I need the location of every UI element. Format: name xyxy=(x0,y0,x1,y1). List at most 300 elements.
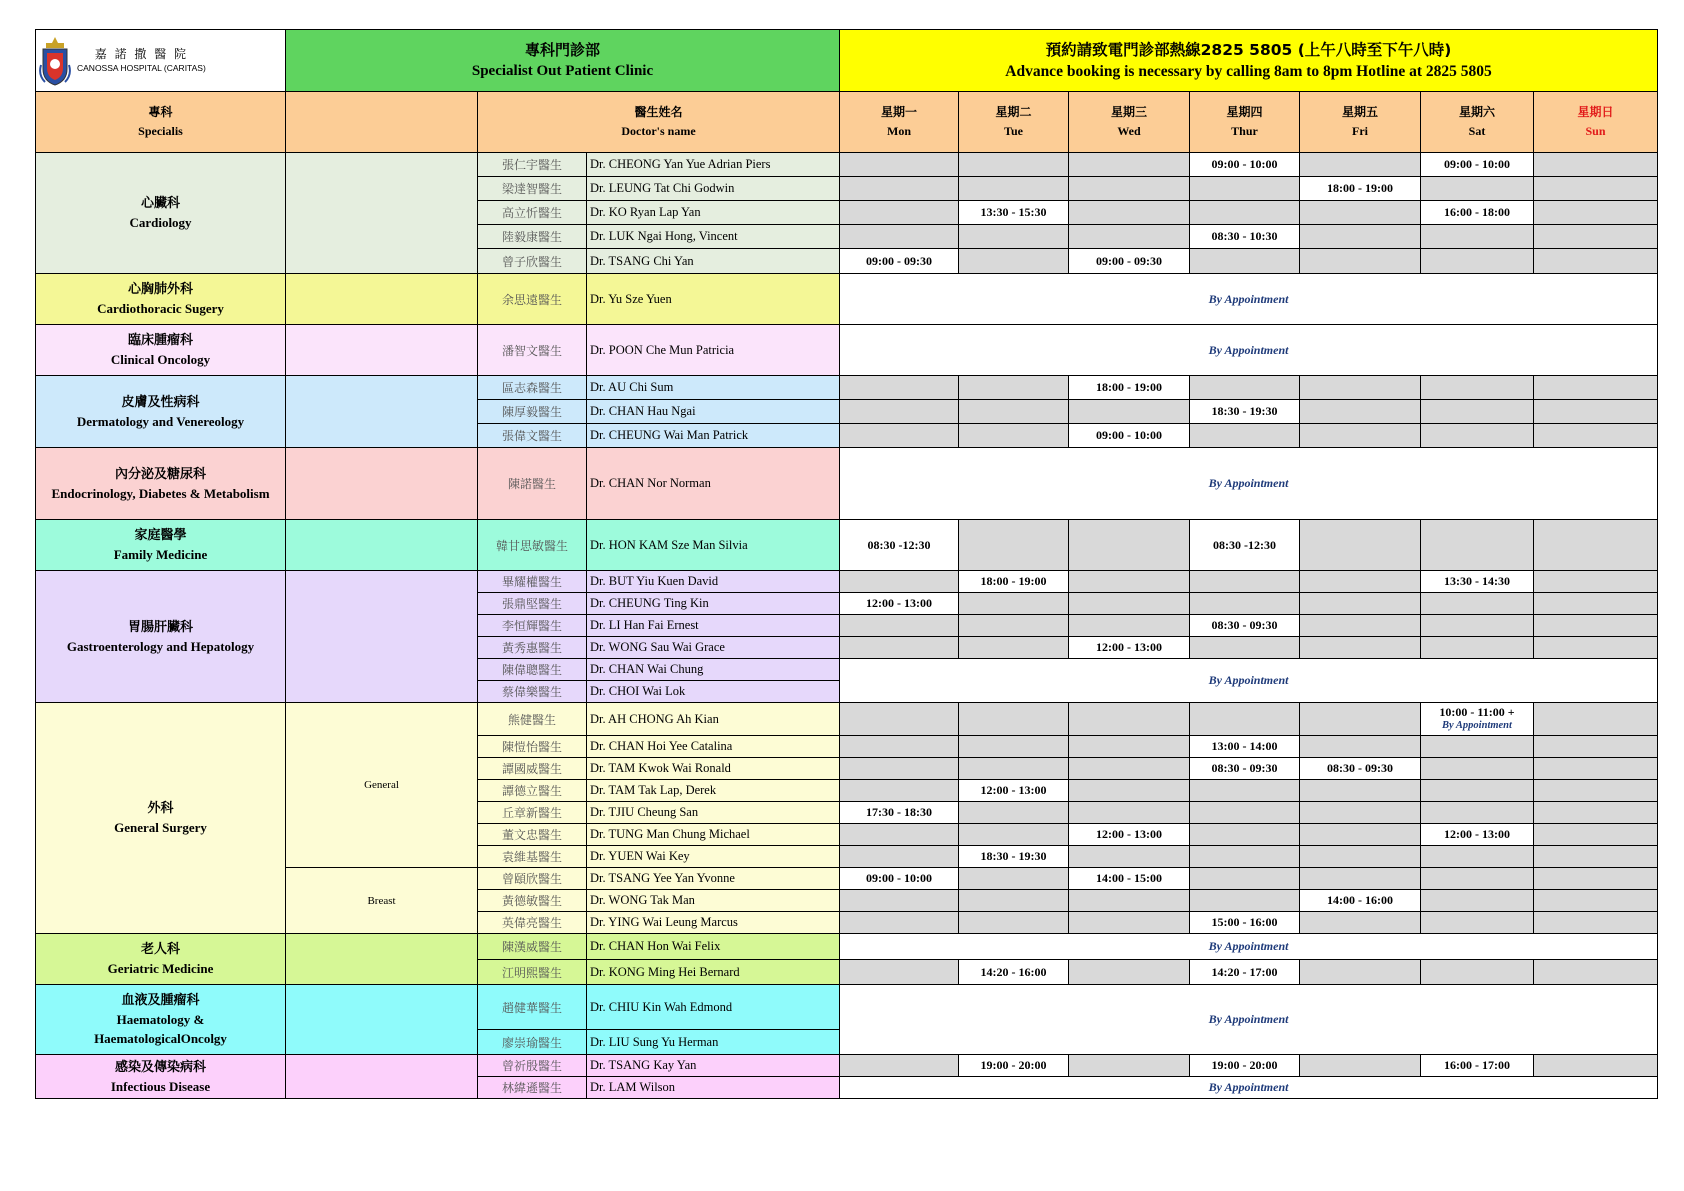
specialty-infectious-disease: 感染及傳染病科 Infectious Disease xyxy=(36,1055,286,1099)
slot-thu: 13:00 - 14:00 xyxy=(1190,736,1300,758)
slot-sun xyxy=(1534,780,1658,802)
slot-mon: 17:30 - 18:30 xyxy=(840,802,959,824)
slot-tue: 12:00 - 13:00 xyxy=(959,780,1069,802)
slot-sun xyxy=(1534,912,1658,934)
slot-wed xyxy=(1069,960,1190,985)
slot-fri xyxy=(1300,400,1421,424)
doctor-name-zh: 張鼎堅醫生 xyxy=(478,593,587,615)
doctor-name-zh: 譚德立醫生 xyxy=(478,780,587,802)
doctor-name-zh: 英偉亮醫生 xyxy=(478,912,587,934)
slot-mon xyxy=(840,376,959,400)
slot-mon xyxy=(840,637,959,659)
sub-specialty-general: General xyxy=(286,703,478,868)
doctor-name-zh: 袁維基醫生 xyxy=(478,846,587,868)
doctor-name-zh: 陳厚毅醫生 xyxy=(478,400,587,424)
slot-mon: 12:00 - 13:00 xyxy=(840,593,959,615)
doctor-name-zh: 張偉文醫生 xyxy=(478,424,587,448)
booking-text-zh: 預約請致電門診部熱線2825 5805 (上午八時至下午八時) xyxy=(1045,40,1452,59)
slot-sat xyxy=(1421,703,1534,736)
slot-sun xyxy=(1534,520,1658,571)
slot-fri xyxy=(1300,960,1421,985)
slot-thu xyxy=(1190,249,1300,274)
slot-wed xyxy=(1069,802,1190,824)
slot-sat xyxy=(1421,637,1534,659)
slot-sat xyxy=(1421,615,1534,637)
slot-tue xyxy=(959,593,1069,615)
slot-sat xyxy=(1421,736,1534,758)
logo-chinese-name: 嘉 諾 撒 醫 院 xyxy=(94,46,189,61)
doctor-row xyxy=(36,934,1658,960)
doctor-name-en: Dr. KONG Ming Hei Bernard xyxy=(587,960,840,985)
doctor-name-en: Dr. CHIU Kin Wah Edmond xyxy=(587,985,840,1030)
slot-sat xyxy=(1421,890,1534,912)
slot-wed: 12:00 - 13:00 xyxy=(1069,637,1190,659)
doctor-name-en: Dr. CHAN Hau Ngai xyxy=(587,400,840,424)
slot-sat xyxy=(1421,960,1534,985)
by-appointment-note: By Appointment xyxy=(840,659,1658,703)
slot-thu: 15:00 - 16:00 xyxy=(1190,912,1300,934)
slot-fri: 18:00 - 19:00 xyxy=(1300,177,1421,201)
slot-sun xyxy=(1534,637,1658,659)
doctor-name-header: 醫生姓名 Doctor's name xyxy=(478,92,840,153)
slot-mon xyxy=(840,824,959,846)
doctor-name-en: Dr. CHAN Hoi Yee Catalina xyxy=(587,736,840,758)
slot-sat xyxy=(1421,758,1534,780)
doctor-name-en: Dr. CHAN Wai Chung xyxy=(587,659,840,681)
doctor-name-en: Dr. LIU Sung Yu Herman xyxy=(587,1030,840,1055)
doctor-name-en: Dr. LUK Ngai Hong, Vincent xyxy=(587,225,840,249)
sub-specialty-cell xyxy=(286,153,478,274)
slot-sun xyxy=(1534,802,1658,824)
slot-sun xyxy=(1534,424,1658,448)
doctor-name-zh: 陳漢威醫生 xyxy=(478,934,587,960)
slot-fri xyxy=(1300,615,1421,637)
doctor-row xyxy=(36,1055,1658,1077)
slot-thu xyxy=(1190,846,1300,868)
specialty-header: 專科 Specialis xyxy=(36,92,286,153)
doctor-row xyxy=(36,520,1658,571)
doctor-name-zh: 趙健華醫生 xyxy=(478,985,587,1030)
doctor-name-en: Dr. CHEONG Yan Yue Adrian Piers xyxy=(587,153,840,177)
slot-wed xyxy=(1069,890,1190,912)
slot-sun xyxy=(1534,824,1658,846)
doctor-name-zh: 李恒輝醫生 xyxy=(478,615,587,637)
slot-sat-appointment: By Appointment xyxy=(1442,720,1512,731)
slot-wed: 14:00 - 15:00 xyxy=(1069,868,1190,890)
doctor-name-en: Dr. AH CHONG Ah Kian xyxy=(587,703,840,736)
doctor-name-en: Dr. POON Che Mun Patricia xyxy=(587,325,840,376)
slot-thu: 08:30 - 09:30 xyxy=(1190,615,1300,637)
slot-fri xyxy=(1300,736,1421,758)
slot-thu xyxy=(1190,571,1300,593)
doctor-name-en: Dr. TJIU Cheung San xyxy=(587,802,840,824)
title-row xyxy=(36,30,1658,92)
slot-thu xyxy=(1190,593,1300,615)
doctor-name-zh: 潘智文醫生 xyxy=(478,325,587,376)
slot-mon xyxy=(840,1055,959,1077)
hospital-logo xyxy=(36,30,286,92)
doctor-name-en: Dr. TUNG Man Chung Michael xyxy=(587,824,840,846)
slot-wed xyxy=(1069,1055,1190,1077)
slot-thu xyxy=(1190,824,1300,846)
slot-mon xyxy=(840,846,959,868)
doctor-row xyxy=(36,274,1658,325)
slot-fri xyxy=(1300,824,1421,846)
slot-fri xyxy=(1300,780,1421,802)
doctor-name-zh: 黃秀惠醫生 xyxy=(478,637,587,659)
sub-specialty-cell xyxy=(286,934,478,985)
slot-thu xyxy=(1190,424,1300,448)
day-header-wed: 星期三 Wed xyxy=(1069,92,1190,153)
slot-thu xyxy=(1190,177,1300,201)
doctor-name-zh: 黃德敏醫生 xyxy=(478,890,587,912)
specialty-haematology: 血液及腫瘤科 Haematology & HaematologicalOncolgy xyxy=(36,985,286,1055)
slot-fri xyxy=(1300,571,1421,593)
sub-specialty-breast: Breast xyxy=(286,868,478,934)
day-header-fri: 星期五 Fri xyxy=(1300,92,1421,153)
slot-wed xyxy=(1069,615,1190,637)
slot-wed xyxy=(1069,846,1190,868)
slot-mon xyxy=(840,736,959,758)
slot-thu xyxy=(1190,802,1300,824)
doctor-name-zh: 陳偉聰醫生 xyxy=(478,659,587,681)
specialty-clinical-oncology: 臨床腫瘤科 Clinical Oncology xyxy=(36,325,286,376)
slot-fri: 14:00 - 16:00 xyxy=(1300,890,1421,912)
slot-mon xyxy=(840,703,959,736)
slot-tue: 13:30 - 15:30 xyxy=(959,201,1069,225)
slot-wed xyxy=(1069,780,1190,802)
doctor-name-zh: 譚國威醫生 xyxy=(478,758,587,780)
slot-thu: 09:00 - 10:00 xyxy=(1190,153,1300,177)
slot-tue xyxy=(959,520,1069,571)
doctor-name-en: Dr. CHOI Wai Lok xyxy=(587,681,840,703)
slot-sat: 16:00 - 18:00 xyxy=(1421,201,1534,225)
doctor-name-en: Dr. BUT Yiu Kuen David xyxy=(587,571,840,593)
booking-text-en: Advance booking is necessary by calling 8am to 8pm Hotline at 2825 5805 xyxy=(1005,62,1492,80)
doctor-name-en: Dr. WONG Sau Wai Grace xyxy=(587,637,840,659)
slot-tue: 18:00 - 19:00 xyxy=(959,571,1069,593)
doctor-name-en: Dr. CHEUNG Ting Kin xyxy=(587,593,840,615)
clinic-title-en: Specialist Out Patient Clinic xyxy=(471,62,654,79)
doctor-row xyxy=(36,153,1658,177)
slot-sat: 09:00 - 10:00 xyxy=(1421,153,1534,177)
slot-sat xyxy=(1421,376,1534,400)
doctor-row xyxy=(36,448,1658,520)
slot-tue: 19:00 - 20:00 xyxy=(959,1055,1069,1077)
doctor-name-zh: 高立忻醫生 xyxy=(478,201,587,225)
doctor-name-en: Dr. KO Ryan Lap Yan xyxy=(587,201,840,225)
slot-tue: 18:30 - 19:30 xyxy=(959,846,1069,868)
logo-english-name: CANOSSA HOSPITAL (CARITAS) xyxy=(77,62,206,73)
sub-specialty-cell xyxy=(286,985,478,1055)
slot-sat: 16:00 - 17:00 xyxy=(1421,1055,1534,1077)
sub-specialty-header xyxy=(286,92,478,153)
slot-sun xyxy=(1534,846,1658,868)
slot-fri xyxy=(1300,703,1421,736)
schedule-table xyxy=(35,29,1658,1099)
doctor-name-zh: 曾祈殷醫生 xyxy=(478,1055,587,1077)
slot-mon xyxy=(840,424,959,448)
booking-banner xyxy=(840,30,1658,92)
doctor-name-en: Dr. YING Wai Leung Marcus xyxy=(587,912,840,934)
slot-sat: 13:30 - 14:30 xyxy=(1421,571,1534,593)
slot-mon xyxy=(840,960,959,985)
doctor-name-en: Dr. LI Han Fai Ernest xyxy=(587,615,840,637)
doctor-name-en: Dr. CHAN Nor Norman xyxy=(587,448,840,520)
slot-sat: 12:00 - 13:00 xyxy=(1421,824,1534,846)
slot-mon xyxy=(840,912,959,934)
slot-thu xyxy=(1190,637,1300,659)
sub-specialty-cell xyxy=(286,376,478,448)
doctor-name-en: Dr. LEUNG Tat Chi Godwin xyxy=(587,177,840,201)
slot-thu xyxy=(1190,703,1300,736)
day-header-sat: 星期六 Sat xyxy=(1421,92,1534,153)
slot-mon xyxy=(840,890,959,912)
slot-tue xyxy=(959,637,1069,659)
slot-sun xyxy=(1534,376,1658,400)
slot-sun xyxy=(1534,960,1658,985)
slot-tue xyxy=(959,400,1069,424)
slot-tue xyxy=(959,890,1069,912)
slot-mon xyxy=(840,201,959,225)
slot-sun xyxy=(1534,890,1658,912)
slot-sun xyxy=(1534,868,1658,890)
slot-wed xyxy=(1069,703,1190,736)
slot-sun xyxy=(1534,1055,1658,1077)
doctor-name-zh: 陸毅康醫生 xyxy=(478,225,587,249)
slot-sat xyxy=(1421,912,1534,934)
slot-mon xyxy=(840,177,959,201)
day-header-thu: 星期四 Thur xyxy=(1190,92,1300,153)
slot-mon xyxy=(840,571,959,593)
slot-wed xyxy=(1069,153,1190,177)
by-appointment-note: By Appointment xyxy=(840,274,1658,325)
slot-sun xyxy=(1534,225,1658,249)
hospital-crest-icon xyxy=(38,35,72,87)
slot-fri xyxy=(1300,846,1421,868)
slot-sun xyxy=(1534,593,1658,615)
slot-thu xyxy=(1190,868,1300,890)
slot-thu: 08:30 - 10:30 xyxy=(1190,225,1300,249)
slot-sun xyxy=(1534,177,1658,201)
doctor-name-en: Dr. YUEN Wai Key xyxy=(587,846,840,868)
slot-tue xyxy=(959,868,1069,890)
doctor-name-zh: 丘章新醫生 xyxy=(478,802,587,824)
schedule-sheet xyxy=(35,29,1657,1099)
slot-mon: 09:00 - 09:30 xyxy=(840,249,959,274)
doctor-name-zh: 陳愷怡醫生 xyxy=(478,736,587,758)
sub-specialty-cell xyxy=(286,274,478,325)
doctor-name-zh: 梁達智醫生 xyxy=(478,177,587,201)
column-header-row xyxy=(36,92,1658,153)
specialty-general-surgery: 外科 General Surgery xyxy=(36,703,286,934)
doctor-row xyxy=(36,985,1658,1030)
slot-fri xyxy=(1300,802,1421,824)
slot-tue: 14:20 - 16:00 xyxy=(959,960,1069,985)
specialty-geriatric: 老人科 Geriatric Medicine xyxy=(36,934,286,985)
slot-fri xyxy=(1300,593,1421,615)
slot-mon xyxy=(840,615,959,637)
doctor-name-en: Dr. TAM Kwok Wai Ronald xyxy=(587,758,840,780)
day-header-tue: 星期二 Tue xyxy=(959,92,1069,153)
slot-mon xyxy=(840,758,959,780)
slot-mon xyxy=(840,225,959,249)
specialty-dermatology: 皮膚及性病科 Dermatology and Venereology xyxy=(36,376,286,448)
doctor-name-zh: 蔡偉樂醫生 xyxy=(478,681,587,703)
slot-sat xyxy=(1421,520,1534,571)
doctor-name-en: Dr. AU Chi Sum xyxy=(587,376,840,400)
doctor-name-en: Dr. WONG Tak Man xyxy=(587,890,840,912)
slot-sat-time: 10:00 - 11:00 + xyxy=(1439,705,1515,719)
slot-wed xyxy=(1069,912,1190,934)
slot-fri xyxy=(1300,249,1421,274)
slot-tue xyxy=(959,802,1069,824)
slot-wed xyxy=(1069,736,1190,758)
specialty-endocrinology: 內分泌及糖尿科 Endocrinology, Diabetes & Metabolism xyxy=(36,448,286,520)
doctor-row xyxy=(36,703,1658,736)
doctor-name-zh: 陳諾醫生 xyxy=(478,448,587,520)
slot-sat xyxy=(1421,593,1534,615)
clinic-title-zh: 專科門診部 xyxy=(524,40,600,59)
slot-fri xyxy=(1300,520,1421,571)
slot-fri: 08:30 - 09:30 xyxy=(1300,758,1421,780)
slot-tue xyxy=(959,703,1069,736)
slot-fri xyxy=(1300,225,1421,249)
sub-specialty-cell xyxy=(286,1055,478,1099)
slot-tue xyxy=(959,824,1069,846)
slot-wed xyxy=(1069,593,1190,615)
slot-sat xyxy=(1421,868,1534,890)
slot-fri xyxy=(1300,912,1421,934)
slot-tue xyxy=(959,912,1069,934)
slot-wed xyxy=(1069,177,1190,201)
doctor-name-zh: 林緯遜醫生 xyxy=(478,1077,587,1099)
slot-tue xyxy=(959,249,1069,274)
slot-sun xyxy=(1534,400,1658,424)
slot-thu: 14:20 - 17:00 xyxy=(1190,960,1300,985)
doctor-name-zh: 曾子欣醫生 xyxy=(478,249,587,274)
slot-sat xyxy=(1421,225,1534,249)
slot-thu xyxy=(1190,780,1300,802)
slot-thu: 08:30 -12:30 xyxy=(1190,520,1300,571)
slot-sun xyxy=(1534,249,1658,274)
doctor-name-en: Dr. TSANG Yee Yan Yvonne xyxy=(587,868,840,890)
specialty-cardiology: 心臟科 Cardiology xyxy=(36,153,286,274)
slot-sat xyxy=(1421,400,1534,424)
by-appointment-note: By Appointment xyxy=(840,934,1658,960)
doctor-name-zh: 余思遠醫生 xyxy=(478,274,587,325)
doctor-name-en: Dr. TAM Tak Lap, Derek xyxy=(587,780,840,802)
by-appointment-note: By Appointment xyxy=(840,985,1658,1055)
slot-sun xyxy=(1534,615,1658,637)
slot-wed xyxy=(1069,520,1190,571)
slot-tue xyxy=(959,177,1069,201)
slot-mon xyxy=(840,400,959,424)
sub-specialty-cell xyxy=(286,448,478,520)
slot-thu xyxy=(1190,376,1300,400)
slot-fri xyxy=(1300,376,1421,400)
slot-wed xyxy=(1069,758,1190,780)
slot-mon: 08:30 -12:30 xyxy=(840,520,959,571)
slot-wed xyxy=(1069,571,1190,593)
slot-mon: 09:00 - 10:00 xyxy=(840,868,959,890)
slot-sat xyxy=(1421,177,1534,201)
by-appointment-note: By Appointment xyxy=(840,325,1658,376)
doctor-name-zh: 張仁宇醫生 xyxy=(478,153,587,177)
slot-tue xyxy=(959,225,1069,249)
slot-sun xyxy=(1534,758,1658,780)
doctor-name-en: Dr. LAM Wilson xyxy=(587,1077,840,1099)
slot-sat xyxy=(1421,802,1534,824)
slot-wed xyxy=(1069,201,1190,225)
by-appointment-note: By Appointment xyxy=(840,448,1658,520)
doctor-name-zh: 畢耀權醫生 xyxy=(478,571,587,593)
slot-thu: 19:00 - 20:00 xyxy=(1190,1055,1300,1077)
slot-wed: 12:00 - 13:00 xyxy=(1069,824,1190,846)
doctor-name-zh: 曾頤欣醫生 xyxy=(478,868,587,890)
slot-tue xyxy=(959,153,1069,177)
slot-fri xyxy=(1300,637,1421,659)
slot-mon xyxy=(840,153,959,177)
slot-tue xyxy=(959,736,1069,758)
doctor-name-en: Dr. TSANG Kay Yan xyxy=(587,1055,840,1077)
doctor-row xyxy=(36,325,1658,376)
doctor-name-en: Dr. CHEUNG Wai Man Patrick xyxy=(587,424,840,448)
slot-sat xyxy=(1421,249,1534,274)
slot-fri xyxy=(1300,201,1421,225)
slot-sun xyxy=(1534,153,1658,177)
slot-tue xyxy=(959,376,1069,400)
day-header-sun: 星期日 Sun xyxy=(1534,92,1658,153)
doctor-name-zh: 區志森醫生 xyxy=(478,376,587,400)
slot-thu: 08:30 - 09:30 xyxy=(1190,758,1300,780)
slot-wed: 09:00 - 10:00 xyxy=(1069,424,1190,448)
slot-sat xyxy=(1421,846,1534,868)
doctor-name-en: Dr. Yu Sze Yuen xyxy=(587,274,840,325)
slot-wed: 18:00 - 19:00 xyxy=(1069,376,1190,400)
sub-specialty-cell xyxy=(286,571,478,703)
slot-sun xyxy=(1534,571,1658,593)
doctor-name-zh: 熊健醫生 xyxy=(478,703,587,736)
by-appointment-note: By Appointment xyxy=(840,1077,1658,1099)
doctor-name-en: Dr. CHAN Hon Wai Felix xyxy=(587,934,840,960)
slot-fri xyxy=(1300,868,1421,890)
slot-fri xyxy=(1300,424,1421,448)
slot-wed xyxy=(1069,225,1190,249)
slot-sun xyxy=(1534,736,1658,758)
specialty-cardiothoracic: 心胸肺外科 Cardiothoracic Sugery xyxy=(36,274,286,325)
doctor-row xyxy=(36,376,1658,400)
doctor-row xyxy=(36,571,1658,593)
doctor-name-zh: 江明熙醫生 xyxy=(478,960,587,985)
sub-specialty-cell xyxy=(286,520,478,571)
specialty-gastroenterology: 胃腸肝臟科 Gastroenterology and Hepatology xyxy=(36,571,286,703)
slot-mon xyxy=(840,780,959,802)
slot-wed: 09:00 - 09:30 xyxy=(1069,249,1190,274)
slot-wed xyxy=(1069,400,1190,424)
slot-thu xyxy=(1190,890,1300,912)
doctor-name-zh: 韓甘思敏醫生 xyxy=(478,520,587,571)
slot-tue xyxy=(959,424,1069,448)
slot-thu xyxy=(1190,201,1300,225)
slot-fri xyxy=(1300,1055,1421,1077)
slot-tue xyxy=(959,615,1069,637)
clinic-title xyxy=(286,30,840,92)
doctor-name-en: Dr. TSANG Chi Yan xyxy=(587,249,840,274)
slot-sun xyxy=(1534,201,1658,225)
doctor-name-zh: 廖崇瑜醫生 xyxy=(478,1030,587,1055)
slot-sat xyxy=(1421,424,1534,448)
